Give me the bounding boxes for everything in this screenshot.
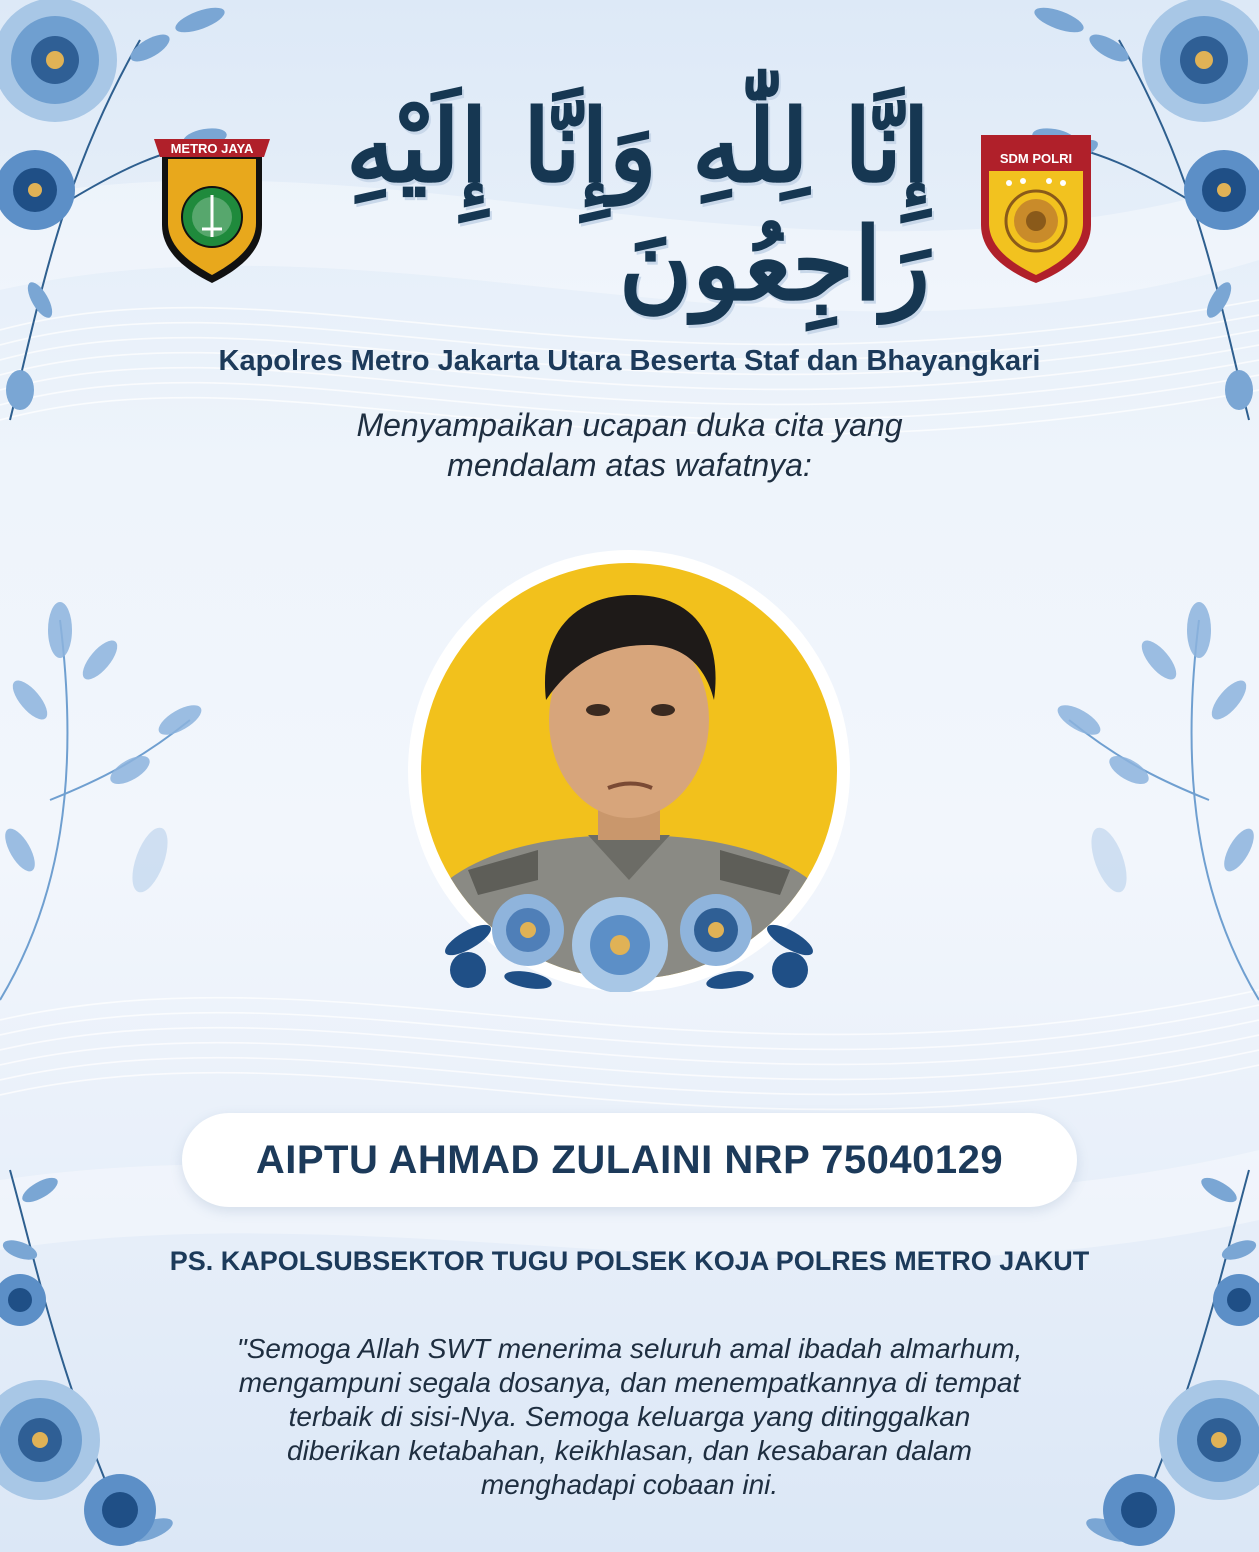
name-banner — [182, 1113, 1077, 1207]
deceased-portrait — [408, 550, 850, 992]
floral-mid-left — [0, 600, 220, 1020]
svg-text:METRO JAYA: METRO JAYA — [170, 141, 254, 156]
intro-line: mendalam atas wafatnya: — [447, 447, 812, 483]
prayer-line: diberikan ketabahan, keikhlasan, dan kesabaran dalam — [287, 1435, 972, 1466]
calligraphy-inna-lillahi: إِنَّا لِلّٰهِ وَإِنَّا إِلَيْهِ رَاجِعُونَ — [345, 87, 930, 323]
prayer-line: terbaik di sisi-Nya. Semoga keluarga yang ditinggalkan — [288, 1401, 971, 1432]
intro-line: Menyampaikan ucapan duka cita yang — [356, 407, 903, 443]
deceased-name: AIPTU AHMAD ZULAINI NRP 75040129 — [255, 1137, 1004, 1182]
prayer-text — [0, 1332, 1259, 1502]
condolence-intro — [0, 405, 1259, 485]
svg-text:SDM POLRI: SDM POLRI — [999, 151, 1073, 166]
prayer-line: "Semoga Allah SWT menerima seluruh amal ibadah almarhum, — [236, 1333, 1023, 1364]
floral-mid-right — [1039, 600, 1259, 1020]
deceased-position: PS. KAPOLSUBSEKTOR TUGU POLSEK KOJA POLRES METRO JAKUT — [169, 1246, 1090, 1276]
prayer-line: mengampuni segala dosanya, dan menempatkannya di tempat — [238, 1367, 1021, 1398]
prayer-line: menghadapi cobaan ini. — [480, 1469, 779, 1500]
sdm-polri-emblem — [975, 125, 1097, 285]
metro-jaya-emblem — [152, 125, 272, 285]
sender-line: Kapolres Metro Jakarta Utara Beserta Staf dan Bhayangkari — [218, 345, 1041, 377]
